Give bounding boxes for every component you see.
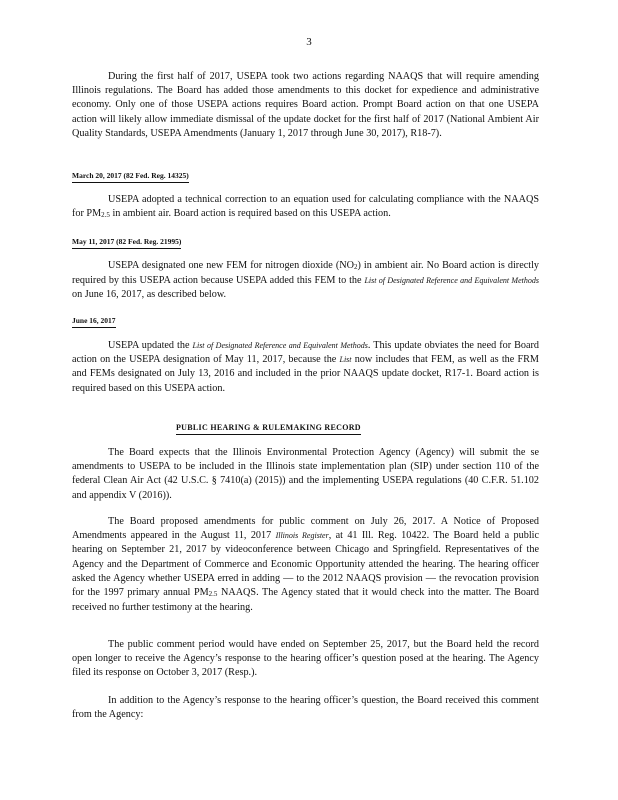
paragraph-june-16 bbox=[72, 339, 539, 396]
paragraph-june-16-text-c: now includes that FEM, as well as the FRM and FEMs designated on July 13, 2016 and included in the prior NAAQS update docket, R17-1. Board action is required based on this USEPA action. bbox=[72, 354, 539, 394]
list-word-italic: List bbox=[339, 355, 352, 365]
paragraph-may-11-text-a: USEPA designated one new FEM for nitrogen dioxide (NO bbox=[108, 260, 354, 271]
pm-subscript-2: 2.5 bbox=[208, 590, 218, 599]
paragraph-sip: The Board expects that the Illinois Environmental Protection Agency (Agency) will submit the se amendments to USEPA to be included in the Illinois state implementation plan (SIP) under section 110 of the federal Clean Air Act (42 U.S.C. § 7410(a) (2015)) and the implementing USEPA regulations (40 C.F.R. 51.102 and appendix V (2016)). bbox=[72, 447, 539, 501]
section-heading-public-hearing: PUBLIC HEARING & RULEMAKING RECORD bbox=[176, 423, 361, 435]
paragraph-june-16-text-b: . This update obviates the need for Board action on the USEPA designation of May 11, 2017, because the bbox=[72, 340, 539, 366]
illinois-register-italic: Illinois Register bbox=[275, 531, 329, 541]
paragraph-hearing-text-c: NAAQS. The Agency stated that it would check into the matter. The Board received no further testimony at the hearing. bbox=[72, 587, 539, 614]
paragraph-march-20-text-b: in ambient air. Board action is required based on this USEPA action. bbox=[109, 208, 391, 220]
list-title-italic: List of Designated Reference and Equivalent Methods bbox=[364, 276, 539, 286]
section-heading-march-20: March 20, 2017 (82 Fed. Reg. 14325) bbox=[72, 171, 189, 183]
paragraph-may-11-text-b: ) in ambient air. No Board action is directly required by this USEPA action because USEPA added this FEM to the bbox=[72, 260, 539, 287]
pm-subscript: 2.5 bbox=[101, 211, 110, 220]
page-number: 3 bbox=[306, 36, 312, 48]
intro-paragraph: During the first half of 2017, USEPA took two actions regarding NAAQS that will require amending Illinois regulations. The Board has added those amendments to this docket for expedience and administrative economy. Only one of those USEPA actions requires Board action. Prompt Board action on that one USEPA action will likely allow immediate dismissal of the update docket for the first half of 2017 (National Ambient Air Quality Standards, USEPA Amendments (January 1, 2017 through June 30, 2017), R18-7). bbox=[72, 71, 539, 139]
section-heading-may-11: May 11, 2017 (82 Fed. Reg. 21995) bbox=[72, 237, 181, 249]
paragraph-comment-period: The public comment period would have ended on September 25, 2017, but the Board held the record open longer to receive the Agency’s response to the hearing officer’s question posed at the hearing. The Agency filed its response on October 3, 2017 (Resp.). bbox=[72, 639, 539, 679]
paragraph-june-16-text-a: USEPA updated the bbox=[108, 340, 193, 351]
paragraph-march-20 bbox=[72, 193, 539, 222]
paragraph-hearing-text-b: , at 41 Ill. Reg. 10422. The Board held a public hearing on September 21, 2017 by videoconference between Chicago and Springfield. Representatives of the Agency and the Department of Commerce and Economic Opportunity attended the hearing. The hearing officer asked the Agency whether USEPA erred in adding — to the 2012 NAAQS provision — the revocation provision for the 1997 primary annual PM bbox=[72, 530, 539, 599]
list-title-italic-2: List of Designated Reference and Equivalent Methods bbox=[192, 341, 368, 350]
paragraph-hearing bbox=[72, 515, 539, 615]
no2-subscript: 2 bbox=[353, 263, 358, 271]
paragraph-may-11-text-c: on June 16, 2017, as described below. bbox=[72, 289, 227, 301]
section-heading-june-16: June 16, 2017 bbox=[72, 316, 116, 328]
paragraph-may-11 bbox=[72, 259, 539, 303]
paragraph-march-20-text-a: USEPA adopted a technical correction to an equation used for calculating compliance with the NAAQS for PM bbox=[72, 194, 539, 220]
paragraph-agency-comment: In addition to the Agency’s response to the hearing officer’s question, the Board received this comment from the Agency: bbox=[72, 695, 539, 721]
paragraph-hearing-text-a: The Board proposed amendments for public comment on July 26, 2017. A Notice of Proposed Amendments appeared in the August 11, 2017 bbox=[72, 516, 539, 542]
